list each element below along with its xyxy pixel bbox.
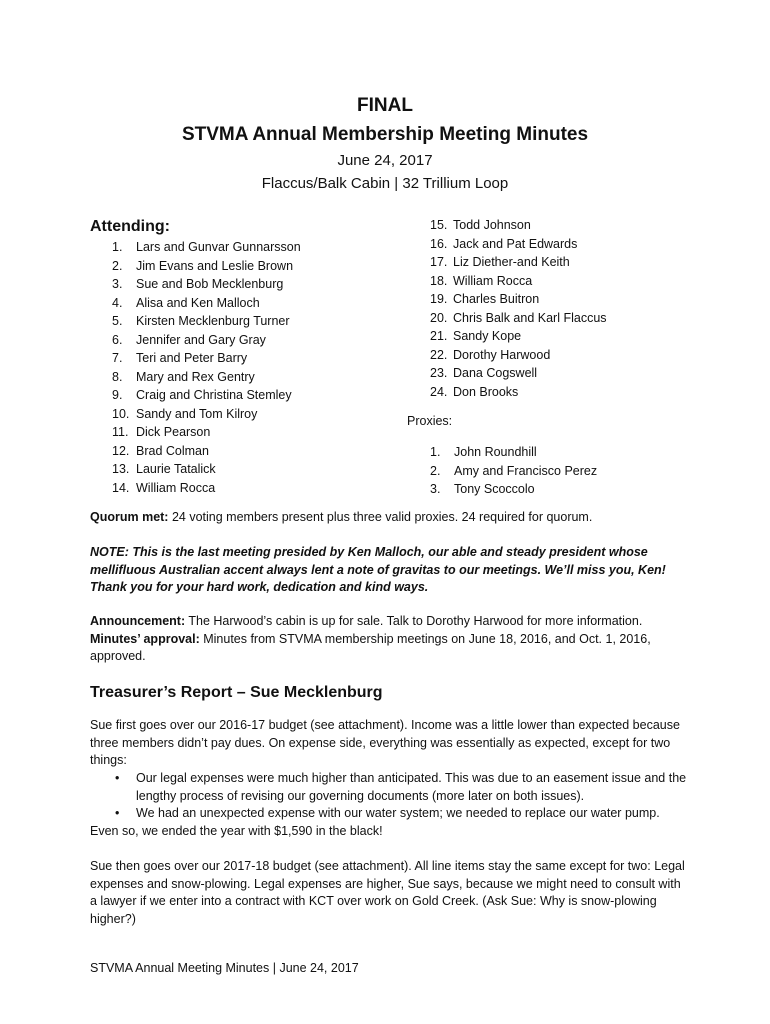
quorum-label: Quorum met: bbox=[90, 510, 169, 524]
attendee-item: 4. Alisa and Ken Malloch bbox=[112, 295, 260, 310]
attendee-item: 13. Laurie Tatalick bbox=[112, 462, 216, 476]
attendee-item: 18. William Rocca bbox=[430, 273, 533, 288]
attendee-item: 9. Craig and Christina Stemley bbox=[112, 388, 292, 402]
proxy-item: 1. John Roundhill bbox=[430, 445, 537, 459]
attending-heading: Attending: bbox=[90, 218, 170, 235]
quorum-text: 24 voting members present plus three valid proxies. 24 required for quorum. bbox=[168, 510, 593, 524]
attendee-item: 7. Teri and Peter Barry bbox=[112, 351, 248, 365]
attendee-item: 3. Sue and Bob Mecklenburg bbox=[112, 277, 284, 291]
attendee-item: 10. Sandy and Tom Kilroy bbox=[112, 406, 258, 421]
attendee-item: 23. Dana Cogswell bbox=[430, 366, 538, 380]
bullet-item: • Our legal expenses were much higher than anticipated. This was due to an easement issue and the lengthy process of revising our governing documents (more later on both issues). bbox=[115, 771, 687, 803]
proxies-heading: Proxies: bbox=[407, 414, 453, 428]
attendee-item: 12. Brad Colman bbox=[112, 443, 209, 458]
attendee-item: 16. Jack and Pat Edwards bbox=[430, 236, 578, 251]
minutes-approval-text: Minutes from STVMA membership meetings on June 18, 2016, and Oct. 1, 2016, approved. bbox=[90, 631, 651, 663]
quorum-paragraph bbox=[90, 509, 690, 527]
attendee-item: 24. Don Brooks bbox=[430, 384, 519, 399]
page-footer: STVMA Annual Meeting Minutes | June 24, 2017 bbox=[90, 961, 359, 975]
attendee-item: 1. Lars and Gunvar Gunnarsson bbox=[112, 240, 301, 254]
attendee-item: 5. Kirsten Mecklenburg Turner bbox=[112, 314, 290, 328]
attendee-item: 17. Liz Diether-and Keith bbox=[430, 255, 570, 269]
attendee-item: 19. Charles Buitron bbox=[430, 292, 540, 306]
announcement-paragraph bbox=[90, 613, 690, 631]
meeting-date: June 24, 2017 bbox=[337, 152, 433, 169]
announcement-label: Announcement: bbox=[90, 614, 186, 628]
attendee-item: 11. Dick Pearson bbox=[112, 425, 211, 439]
bullet-icon: • bbox=[115, 771, 120, 785]
attendee-item: 21. Sandy Kope bbox=[430, 329, 522, 343]
bullet-item: • We had an unexpected expense with our water system; we needed to replace our water pump. bbox=[112, 805, 692, 823]
announcement-text: The Harwood’s cabin is up for sale. Talk to Dorothy Harwood for more information. bbox=[185, 614, 643, 628]
minutes-approval-label: Minutes’ approval: bbox=[90, 631, 200, 646]
attendee-item: 8. Mary and Rex Gentry bbox=[112, 369, 255, 384]
proxy-item: 2. Amy and Francisco Perez bbox=[430, 463, 598, 478]
treasurer-paragraph-2: Even so, we ended the year with $1,590 in the black! bbox=[90, 824, 383, 838]
attendee-item: 15. Todd Johnson bbox=[430, 218, 531, 232]
document-status: FINAL bbox=[357, 95, 413, 116]
treasurer-paragraph-3: Sue then goes over our 2017-18 budget (see attachment). All line items stay the same except for two: Legal expenses and snow-plowing. Legal expenses are higher, Sue says, because we might need to consult with a lawyer if we enter into a contract with KCT over work on Gold Creek. (Ask Sue: Why is snow-plowing higher?) bbox=[90, 859, 685, 926]
treasurer-section-heading: Treasurer’s Report – Sue Mecklenburg bbox=[90, 684, 383, 701]
attending-list-right bbox=[430, 216, 607, 401]
meeting-location: Flaccus/Balk Cabin | 32 Trillium Loop bbox=[261, 175, 509, 192]
attendee-item: 2. Jim Evans and Leslie Brown bbox=[112, 258, 294, 273]
note-paragraph: NOTE: This is the last meeting presided by Ken Malloch, our able and steady president whose mellifluous Australian accent always lent a note of gravitas to our meetings. We’ll miss you, Ken! Thank you for your hard work, dedication and kind ways. bbox=[90, 545, 666, 594]
attendee-item: 22. Dorothy Harwood bbox=[430, 347, 551, 362]
treasurer-bullets bbox=[112, 770, 692, 823]
attendee-item: 6. Jennifer and Gary Gray bbox=[112, 332, 266, 347]
proxies-list bbox=[430, 443, 597, 499]
attendee-item: 14. William Rocca bbox=[112, 480, 216, 495]
treasurer-paragraph-1: Sue first goes over our 2016-17 budget (see attachment). Income was a little lower than expected because three members didn’t pay dues. On expense side, everything was essentially as expected, except for two things: bbox=[90, 718, 680, 767]
bullet-icon: • bbox=[115, 806, 120, 820]
attending-list-left bbox=[112, 238, 301, 497]
minutes-approval-paragraph bbox=[90, 631, 690, 666]
document-title: STVMA Annual Membership Meeting Minutes bbox=[181, 124, 589, 145]
proxy-item: 3. Tony Scoccolo bbox=[430, 482, 535, 496]
attendee-item: 20. Chris Balk and Karl Flaccus bbox=[430, 310, 607, 325]
